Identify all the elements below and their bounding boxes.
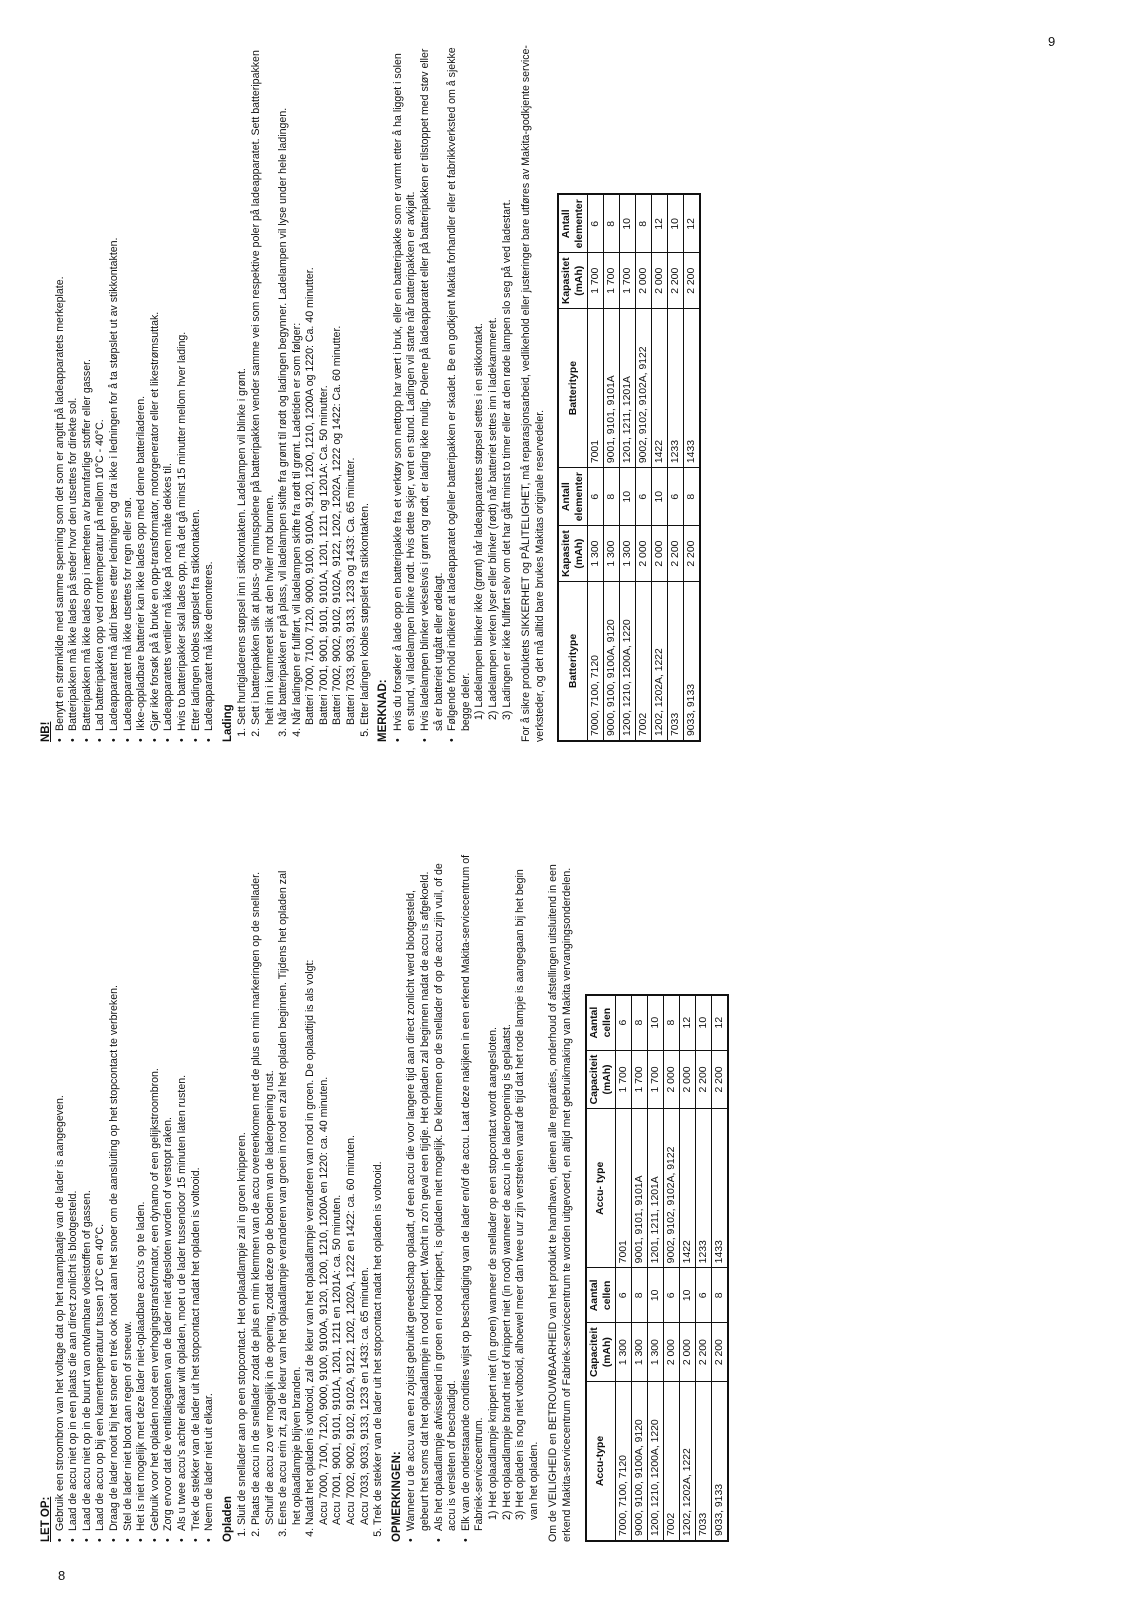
opladen-heading: Opladen	[221, 1495, 234, 1542]
list-item: • Batteripakken må ikke lades opp i nærheten av brannfarlige stoffer eller gasser.	[81, 42, 95, 742]
step-item: 1. Sett hurtigladerens støpsel inn i stikkontakten. Ladelampen vil blinke i grønt.	[236, 42, 250, 725]
table-cell: 9033, 9133	[684, 582, 701, 742]
sikkerhet-paragraph: For å sikre produktets SIKKERHET og PÅLITELIGHET, må reparasjonsarbeid, vedlikehold eller justeringer bare utføres av Makita-godkjente service-verksteder, og det må alltid bare brukes Makitas originale reservedeler.	[520, 45, 546, 742]
table-cell: 8	[631, 1268, 647, 1323]
table-cell: 10	[668, 194, 684, 253]
dutch-column	[40, 854, 729, 1542]
list-item: • Ikke-oppladbare batterier kan ikke lades opp med denne batteriladeren.	[135, 42, 149, 742]
table-cell: 2 200	[684, 253, 701, 309]
list-item: • Draag de lader nooit bij het snoer en trek ook nooit aan het snoer om de aansluiting op het stopcontact te verbreken.	[108, 854, 122, 1542]
table-cell: 2 200	[711, 1050, 728, 1109]
table-cell: 2 000	[663, 1050, 679, 1109]
table-cell: 10	[620, 194, 636, 253]
list-item: • Laad de accu niet op in de buurt van ontvlambare vloeistoffen of gassen.	[81, 854, 95, 1542]
table-cell: 1422	[652, 309, 668, 468]
table-cell: 6	[636, 468, 652, 526]
table-cell: 10	[695, 995, 711, 1051]
accu-table	[585, 994, 729, 1542]
table-cell: 1202, 1202A, 1222	[679, 1382, 695, 1542]
column-header: Aantal cellen	[586, 1268, 616, 1323]
table-cell: 1201, 1211, 1201A	[620, 309, 636, 468]
opmerkingen-heading: OPMERKINGEN:	[390, 1451, 403, 1542]
list-item: • Ladeapparatet må ikke utsettes for regn eller snø.	[122, 42, 136, 742]
table-cell: 1 300	[631, 1323, 647, 1382]
letop-heading: LET OP:	[40, 1496, 52, 1542]
table-cell: 10	[652, 468, 668, 526]
table-cell: 2 200	[668, 526, 684, 582]
merknad-list	[392, 42, 514, 742]
table-cell: 1 700	[588, 253, 604, 309]
table-cell: 1433	[684, 309, 701, 468]
table-cell: 9001, 9101, 9101A	[631, 1109, 647, 1268]
column-header: Kapasitet (mAh)	[558, 526, 588, 582]
table-cell: 10	[679, 1268, 695, 1323]
list-item: • Het is niet mogelijk met deze lader niet-oplaadbare accu's op te laden.	[135, 854, 149, 1542]
condition-line: 3) Het opladen is nog niet voltooid, alhoewel meer dan twee uur zijn verstreken vanaf de tijd dat het rode lampje is aangegaan bij het begin van het opladen.	[514, 869, 540, 1520]
table-cell: 7033	[668, 582, 684, 742]
table-cell: 10	[647, 995, 663, 1051]
column-header: Batteritype	[558, 309, 588, 468]
list-item: • Stel de lader niet bloot aan regen of sneeuw.	[122, 854, 136, 1542]
table-row	[620, 194, 636, 741]
table-cell: 6	[668, 468, 684, 526]
table-cell: 6	[695, 1268, 711, 1323]
table-cell: 8	[663, 995, 679, 1051]
list-item: • Gebruik een stroombron van het voltage dat op het naamplaatje van de lader is aangegeven.	[54, 854, 68, 1542]
list-item: • Etter ladingen kobles støpslet fra stikkontakten.	[190, 42, 204, 742]
list-item: • Wanneer u de accu van een zojuist gebruikt gereedschap oplaadt, of een accu die voor langere tijd aan direct zonlicht werd blootgesteld, gebeurt het soms dat het oplaadlampje in rood knippert. Wacht in zo'n geval een tijdje. Het opladen zal beginnen nadat de accu is afgekoeld.	[405, 854, 432, 1542]
list-item: • Ladeapparatet må aldri bæres etter ledningen og dra ikke i ledningen for å ta støpslet ut av stikkontakten.	[108, 42, 122, 742]
table-cell: 7033	[695, 1382, 711, 1542]
step-item: 5. Trek de stekker van de lader uit het stopcontact nadat het opladen is voltooid.	[372, 854, 386, 1525]
page-number-right: 9	[1048, 34, 1056, 49]
table-cell: 8	[684, 468, 701, 526]
table-cell: 1233	[668, 309, 684, 468]
charge-time-line: Batteri 7033, 9033, 9133, 1233 og 1433: Ca. 65 minutter.	[345, 457, 358, 725]
table-cell: 2 000	[679, 1323, 695, 1382]
list-item: • Batteripakken må ikke lades på steder hvor den utsettes for direkte sol.	[67, 42, 81, 742]
table-cell: 1233	[695, 1109, 711, 1268]
charge-time-line: Accu 7002, 9002, 9102, 9102A, 9122, 1202, 1202A, 1222 en 1422: ca. 60 minuten.	[345, 1135, 358, 1525]
step-item	[304, 854, 372, 1525]
table-row	[711, 995, 728, 1541]
list-item: • Gjør ikke forsøk på å bruke en opp-transformator, motorgenerator eller et likestrømsuttak.	[149, 42, 163, 742]
nb-list	[54, 42, 217, 742]
page-number-left: 8	[58, 1568, 66, 1583]
charge-time-line: Batteri 7002, 9002, 9102, 9102A, 9122, 1202, 1202A, 1222 og 1422: Ca. 60 minutter.	[331, 325, 344, 725]
table-row	[631, 995, 647, 1541]
table-cell: 6	[663, 1268, 679, 1323]
table-row	[588, 194, 604, 741]
table-cell: 6	[588, 468, 604, 526]
column-header: Accu- type	[586, 1109, 616, 1268]
table-row	[652, 194, 668, 741]
table-cell: 12	[684, 194, 701, 253]
list-item-text: Følgende forhold indikerer at ladeapparatet og/eller batteripakken er skadet. Be en godkjent Makita forhandler eller et fabrikkverksted om å sjekke begge deler.	[446, 47, 472, 731]
table-cell: 2 200	[695, 1050, 711, 1109]
list-item: • Lad batteripakken opp ved romtemperatur på mellom 10°C - 40°C.	[94, 42, 108, 742]
table-cell: 9002, 9102, 9102A, 9122	[663, 1109, 679, 1268]
table-cell: 10	[620, 468, 636, 526]
table-cell: 8	[631, 995, 647, 1051]
table-cell: 10	[647, 1268, 663, 1323]
table-cell: 1 700	[615, 1050, 631, 1109]
table-cell: 1 300	[620, 526, 636, 582]
table-cell: 12	[652, 194, 668, 253]
step-item	[291, 42, 359, 725]
step-text: Når ladingen er fullført, vil ladelampen skifte fra rødt til grønt. Ladetiden er som følger:	[290, 322, 303, 725]
table-row	[604, 194, 620, 741]
step-item: 2. Sett i batteripakken slik at pluss- og minuspolene på batteripakken vender samme vei som respektive poler på ladeapparatet. Sett batteripakken helt inn i kammeret slik at den hviler mot bunnen.	[250, 42, 277, 725]
list-item: • Als het oplaadlampje afwisselend in groen en rood knippert, is opladen niet mogelijk. De klemmen op de snellader of op de accu zijn vuil, of de accu is versleten of beschadigd.	[433, 854, 460, 1542]
table-cell: 2 200	[711, 1323, 728, 1382]
table-row	[695, 995, 711, 1541]
list-item	[446, 42, 514, 742]
table-cell: 9000, 9100, 9100A, 9120	[604, 582, 620, 742]
table-cell: 8	[636, 194, 652, 253]
column-header: Aantal cellen	[586, 995, 616, 1051]
table-cell: 7000, 7100, 7120	[615, 1382, 631, 1542]
column-header: Antall elementer	[558, 468, 588, 526]
table-cell: 2 000	[679, 1050, 695, 1109]
table-cell: 2 000	[636, 526, 652, 582]
table-cell: 1201, 1211, 1201A	[647, 1109, 663, 1268]
table-cell: 1 300	[615, 1323, 631, 1382]
table-cell: 2 200	[668, 253, 684, 309]
norwegian-column	[40, 42, 701, 742]
charge-time-line: Accu 7000, 7100, 7120, 9000, 9100, 9100A, 9120, 1200, 1210, 1200A en 1220: ca. 40 minuten.	[317, 1076, 330, 1525]
list-item: • Ladeapparatet må ikke demonteres.	[203, 42, 217, 742]
column-header: Antall elementer	[558, 194, 588, 253]
table-cell: 2 000	[636, 253, 652, 309]
table-cell: 8	[604, 468, 620, 526]
table-row	[647, 995, 663, 1541]
table-cell: 6	[615, 995, 631, 1051]
table-cell: 7001	[588, 309, 604, 468]
table-row	[684, 194, 701, 741]
table-header-row	[558, 194, 588, 741]
table-cell: 2 000	[652, 253, 668, 309]
table-row	[615, 995, 631, 1541]
table-cell: 7000, 7100, 7120	[588, 582, 604, 742]
table-cell: 1 700	[631, 1050, 647, 1109]
table-cell: 12	[679, 995, 695, 1051]
step-item: 1. Sluit de snellader aan op een stopcontact. Het oplaadlampje zal in groen knipperen.	[236, 854, 250, 1525]
table-row	[663, 995, 679, 1541]
charge-time-line: Accu 7033, 9033, 9133, 1233 en 1433: ca. 65 minuten.	[358, 1267, 371, 1525]
table-cell: 1 300	[647, 1323, 663, 1382]
table-cell: 6	[588, 194, 604, 253]
table-header-row	[586, 995, 616, 1541]
lading-heading: Lading	[221, 704, 234, 742]
table-cell: 7002	[636, 582, 652, 742]
list-item	[460, 854, 542, 1542]
batteri-table	[557, 193, 701, 742]
table-cell: 2 200	[684, 526, 701, 582]
list-item-text: Elk van de onderstaande condities wijst op beschadiging van de lader en/of de accu. Laat deze nakijken in een erkend Makita-servicecentrum of Fabriek-servicecentrum.	[459, 854, 486, 1531]
condition-line: 3) Ladingen er ikke fullført selv om det har gått minst to timer eller at den røde lampen slo seg på ved ladestart.	[500, 199, 513, 720]
table-cell: 9033, 9133	[711, 1382, 728, 1542]
list-item: • Laad de accu niet op in een plaats die aan direct zonlicht is blootgesteld.	[67, 854, 81, 1542]
condition-line: 2) Het oplaadlampje brandt niet of knippert niet (in rood) wanneer de accu in de laderopening is geplaatst.	[500, 1024, 513, 1520]
column-header: Capaciteit (mAh)	[586, 1050, 616, 1109]
table-row	[679, 995, 695, 1541]
table-row	[668, 194, 684, 741]
list-item: • Neem de lader niet uit elkaar.	[203, 854, 217, 1542]
nb-heading: NB!	[40, 721, 52, 742]
list-item: • Ladeapparatets ventiler må ikke på noen måte dekkes til.	[162, 42, 176, 742]
letop-list	[54, 854, 217, 1542]
table-cell: 1 700	[620, 253, 636, 309]
condition-line: 2) Ladelampen verken lyser eller blinker (rødt) når batteriet settes inn i ladekammeret.	[487, 317, 499, 720]
list-item: • Benytt en strømkilde med samme spenning som det som er angitt på ladeapparatets merkeplate.	[54, 42, 68, 742]
table-row	[636, 194, 652, 741]
list-item: • Hvis du forsøker å lade opp en batteripakke fra et verktøy som nettopp har vært i bruk, eller en batteripakke som er varmt etter å ha ligget i solen en stund, vil ladelampen blinke rødt. Hvis dette skjer, vent en stund. Ladingen vil starte når batteripakken er avkjølt.	[392, 42, 419, 742]
table-cell: 1433	[711, 1109, 728, 1268]
table-cell: 9002, 9102, 9102A, 9122	[636, 309, 652, 468]
table-cell: 8	[711, 1268, 728, 1323]
charge-time-line: Accu 7001, 9001, 9101, 9101A, 1201, 1211 en 1201A: ca. 50 minuten.	[331, 1194, 344, 1525]
step-item: 2. Plaats de accu in de snellader zodat de plus en min klemmen van de accu overeenkomen met de plus en min markeringen op de snellader. Schuif de accu zo ver mogelijk in de opening, zodat deze op de bodem van de laderopening rust.	[250, 854, 277, 1525]
table-cell: 2 000	[652, 526, 668, 582]
column-header: Batteritype	[558, 582, 588, 742]
list-item: • Hvis to batteripakker skal lades opp, må det gå minst 15 minutter mellom hver lading.	[176, 42, 190, 742]
charge-time-line: Batteri 7000, 7100, 7120, 9000, 9100, 9100A, 9120, 1200, 1210, 1200A og 1220: Ca. 40 minutter.	[304, 267, 317, 725]
step-item: 5. Etter ladingen kobles støpslet fra stikkontakten.	[359, 42, 373, 725]
table-cell: 1 700	[647, 1050, 663, 1109]
list-item: • Hvis ladelampen blinker vekselsvis i grønt og rødt, er lading ikke mulig. Polene på ladeapparatet eller på batteripakken er tilstoppet med støv eller så er batteriet utgått eller ødelagt.	[419, 42, 446, 742]
table-cell: 7001	[615, 1109, 631, 1268]
table-cell: 6	[615, 1268, 631, 1323]
column-header: Capaciteit (mAh)	[586, 1323, 616, 1382]
list-item: • Gebruik voor het opladen nooit een verhogingstransformator, een dynamo of een gelijkstroombron.	[149, 854, 163, 1542]
condition-line: 1) Ladelampen blinker ikke (grønt) når ladeapparatets støpsel settes i en stikkontakt.	[473, 323, 486, 720]
table-cell: 9000, 9100, 9100A, 9120	[631, 1382, 647, 1542]
list-item: • Trek de stekker van de lader uit het stopcontact nadat het opladen is voltooid.	[190, 854, 204, 1542]
table-cell: 1 300	[588, 526, 604, 582]
table-cell: 1 300	[604, 526, 620, 582]
table-cell: 1200, 1210, 1200A, 1220	[647, 1382, 663, 1542]
column-header: Accu-type	[586, 1382, 616, 1542]
opladen-steps	[236, 854, 386, 1542]
column-header: Kapasitet (mAh)	[558, 253, 588, 309]
opmerkingen-list	[405, 854, 541, 1542]
list-item: • Als u twee accu's achter elkaar wilt opladen, moet u de lader tussendoor 15 minuten laten rusten.	[176, 854, 190, 1542]
table-cell: 12	[711, 995, 728, 1051]
table-cell: 1422	[679, 1109, 695, 1268]
table-cell: 1202, 1202A, 1222	[652, 582, 668, 742]
table-cell: 2 000	[663, 1323, 679, 1382]
step-item: 3. Eens de accu erin zit, zal de kleur van het oplaadlampje veranderen van groen in rood en zal het opladen beginnen. Tijdens het opladen zal het oplaadlampje blijven branden.	[277, 854, 304, 1525]
merknad-heading: MERKNAD:	[377, 679, 390, 742]
table-cell: 1 700	[604, 253, 620, 309]
lading-steps	[236, 42, 372, 742]
list-item: • Zorg ervoor dat de ventilatiegaten van de lader niet afgesloten worden of verstopt raken.	[162, 854, 176, 1542]
table-cell: 1200, 1210, 1200A, 1220	[620, 582, 636, 742]
table-cell: 8	[604, 194, 620, 253]
charge-time-line: Batteri 7001, 9001, 9101, 9101A, 1201, 1211 og 1201A: Ca. 50 minutter.	[317, 385, 330, 725]
table-cell: 7002	[663, 1382, 679, 1542]
step-item: 3. Når batteripakken er på plass, vil ladelampen skifte fra grønt til rødt og ladingen begynner. Ladelampen vil lyse under hele ladingen.	[277, 42, 291, 725]
table-cell: 9001, 9101, 9101A	[604, 309, 620, 468]
condition-line: 1) Het oplaadlampje knippert niet (in groen) wanneer de snellader op een stopcontact wordt aangesloten.	[487, 1027, 499, 1520]
veiligheid-paragraph: Om de VEILIGHEID en BETROUWBAARHEID van het produkt te handhaven, dienen alle reparaties, onderhoud of afstellingen uitsluitend in een erkend Makita-servicecentrum of Fabriek-servicecentrum te worden uitgevoerd, en altijd met gebruikmaking van Makita vervangingsonderdelen.	[547, 864, 573, 1542]
list-item: • Laad de accu op bij een kamertemperatuur tussen 10°C en 40°C.	[94, 854, 108, 1542]
table-cell: 2 200	[695, 1323, 711, 1382]
step-text: Nadat het opladen is voltooid, zal de kleur van het oplaadlampje veranderen van rood in groen. De oplaadtijd is als volgt:	[304, 959, 317, 1525]
